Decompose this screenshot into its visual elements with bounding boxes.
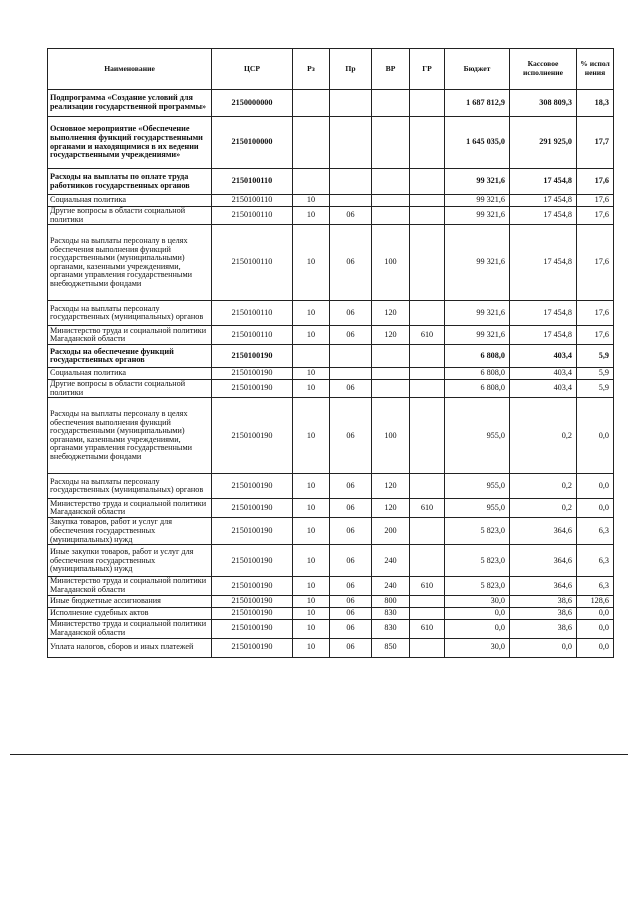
cell-rz: 10 (293, 607, 330, 619)
cell-vr: 120 (372, 499, 410, 518)
cell-pr: 06 (330, 545, 372, 577)
cell-csr: 2150100110 (212, 225, 293, 301)
cell-cash: 38,6 (510, 619, 577, 638)
cell-name: Исполнение судебных актов (48, 607, 212, 619)
cell-gr (410, 117, 445, 169)
cell-cash: 17 454,8 (510, 207, 577, 225)
cell-cash: 17 454,8 (510, 225, 577, 301)
cell-pr: 06 (330, 474, 372, 499)
cell-vr: 800 (372, 595, 410, 607)
table-row (48, 545, 614, 577)
table-row (48, 518, 614, 545)
table-row (48, 577, 614, 595)
cell-percent: 18,3 (577, 90, 614, 117)
cell-budget: 99 321,6 (445, 207, 510, 225)
cell-cash: 364,6 (510, 518, 577, 545)
cell-gr (410, 345, 445, 368)
cell-cash: 17 454,8 (510, 326, 577, 345)
cell-vr (372, 207, 410, 225)
cell-budget: 99 321,6 (445, 326, 510, 345)
cell-name: Иные бюджетные ассигнования (48, 595, 212, 607)
table-row (48, 225, 614, 301)
cell-pr: 06 (330, 207, 372, 225)
cell-pr: 06 (330, 577, 372, 595)
cell-percent: 17,6 (577, 207, 614, 225)
cell-name: Расходы на выплаты персоналу в целях обеспечения выполнения функций государственными (муниципальными) органами, казенными учреждениями, органами управления государственными внебюджетными фондами (48, 398, 212, 474)
cell-csr: 2150100110 (212, 169, 293, 195)
cell-vr: 100 (372, 225, 410, 301)
cell-percent: 6,3 (577, 518, 614, 545)
cell-rz: 10 (293, 638, 330, 657)
cell-percent: 0,0 (577, 638, 614, 657)
table-row (48, 368, 614, 380)
header-rz: Рз (293, 49, 330, 90)
header-csr: ЦСР (212, 49, 293, 90)
cell-csr: 2150100190 (212, 380, 293, 398)
table-row (48, 207, 614, 225)
cell-cash: 0,2 (510, 474, 577, 499)
cell-pr: 06 (330, 225, 372, 301)
cell-percent: 0,0 (577, 474, 614, 499)
cell-budget: 99 321,6 (445, 195, 510, 207)
cell-percent: 6,3 (577, 577, 614, 595)
cell-rz: 10 (293, 499, 330, 518)
table-body (48, 90, 614, 658)
table-row (48, 638, 614, 657)
cell-csr: 2150100110 (212, 301, 293, 326)
cell-pr (330, 368, 372, 380)
cell-budget: 5 823,0 (445, 577, 510, 595)
cell-pr: 06 (330, 301, 372, 326)
table-row (48, 499, 614, 518)
cell-cash: 38,6 (510, 595, 577, 607)
cell-rz: 10 (293, 474, 330, 499)
cell-budget: 5 823,0 (445, 545, 510, 577)
cell-pr: 06 (330, 607, 372, 619)
cell-csr: 2150100110 (212, 326, 293, 345)
table-row (48, 595, 614, 607)
cell-rz: 10 (293, 326, 330, 345)
cell-vr: 120 (372, 474, 410, 499)
cell-name: Расходы на выплаты по оплате труда работников государственных органов (48, 169, 212, 195)
cell-csr: 2150000000 (212, 90, 293, 117)
cell-gr (410, 301, 445, 326)
budget-table (47, 48, 614, 658)
cell-vr (372, 368, 410, 380)
cell-name: Подпрограмма «Создание условий для реализации государственной программы» (48, 90, 212, 117)
cell-gr (410, 474, 445, 499)
cell-rz: 10 (293, 301, 330, 326)
cell-budget: 1 645 035,0 (445, 117, 510, 169)
cell-gr: 610 (410, 619, 445, 638)
cell-vr (372, 195, 410, 207)
cell-rz: 10 (293, 577, 330, 595)
cell-vr: 200 (372, 518, 410, 545)
cell-rz: 10 (293, 545, 330, 577)
cell-rz: 10 (293, 518, 330, 545)
cell-pr (330, 90, 372, 117)
cell-gr (410, 169, 445, 195)
header-budget: Бюджет (445, 49, 510, 90)
cell-cash: 17 454,8 (510, 169, 577, 195)
table-row (48, 326, 614, 345)
cell-rz: 10 (293, 225, 330, 301)
cell-csr: 2150100190 (212, 398, 293, 474)
cell-vr (372, 345, 410, 368)
cell-cash: 403,4 (510, 380, 577, 398)
cell-pr: 06 (330, 398, 372, 474)
cell-gr (410, 368, 445, 380)
table-row (48, 607, 614, 619)
cell-pr: 06 (330, 619, 372, 638)
cell-vr: 120 (372, 301, 410, 326)
cell-budget: 99 321,6 (445, 301, 510, 326)
cell-name: Расходы на выплаты персоналу государственных (муниципальных) органов (48, 474, 212, 499)
table-row (48, 474, 614, 499)
cell-name: Уплата налогов, сборов и иных платежей (48, 638, 212, 657)
cell-name: Министерство труда и социальной политики Магаданской области (48, 499, 212, 518)
header-vr: ВР (372, 49, 410, 90)
cell-csr: 2150100000 (212, 117, 293, 169)
cell-budget: 30,0 (445, 638, 510, 657)
cell-rz (293, 117, 330, 169)
cell-budget: 99 321,6 (445, 169, 510, 195)
header-gr: ГР (410, 49, 445, 90)
cell-name: Министерство труда и социальной политики Магаданской области (48, 326, 212, 345)
cell-budget: 6 808,0 (445, 368, 510, 380)
cell-csr: 2150100190 (212, 638, 293, 657)
table-row (48, 90, 614, 117)
cell-vr: 830 (372, 607, 410, 619)
cell-cash: 403,4 (510, 345, 577, 368)
cell-rz: 10 (293, 398, 330, 474)
cell-percent: 5,9 (577, 368, 614, 380)
cell-percent: 17,6 (577, 169, 614, 195)
cell-name: Социальная политика (48, 195, 212, 207)
cell-vr: 100 (372, 398, 410, 474)
cell-csr: 2150100190 (212, 619, 293, 638)
cell-csr: 2150100190 (212, 368, 293, 380)
cell-vr: 120 (372, 326, 410, 345)
cell-percent: 0,0 (577, 398, 614, 474)
cell-vr: 240 (372, 577, 410, 595)
cell-gr (410, 380, 445, 398)
cell-pr: 06 (330, 499, 372, 518)
cell-percent: 17,6 (577, 301, 614, 326)
cell-name: Расходы на выплаты персоналу в целях обеспечения выполнения функций государственными (муниципальными) органами, казенными учреждениями, органами управления государственными внебюджетными фондами (48, 225, 212, 301)
cell-vr (372, 380, 410, 398)
cell-rz: 10 (293, 195, 330, 207)
cell-vr: 830 (372, 619, 410, 638)
cell-name: Министерство труда и социальной политики Магаданской области (48, 619, 212, 638)
table-header-row (48, 49, 614, 90)
cell-vr (372, 169, 410, 195)
cell-name: Расходы на выплаты персоналу государственных (муниципальных) органов (48, 301, 212, 326)
cell-rz: 10 (293, 368, 330, 380)
cell-csr: 2150100190 (212, 577, 293, 595)
cell-gr (410, 398, 445, 474)
cell-percent: 17,6 (577, 195, 614, 207)
cell-percent: 6,3 (577, 545, 614, 577)
cell-percent: 0,0 (577, 499, 614, 518)
cell-vr: 240 (372, 545, 410, 577)
cell-percent: 0,0 (577, 607, 614, 619)
cell-gr (410, 595, 445, 607)
cell-gr (410, 638, 445, 657)
cell-pr (330, 195, 372, 207)
table-row (48, 380, 614, 398)
cell-gr (410, 545, 445, 577)
cell-csr: 2150100190 (212, 345, 293, 368)
cell-percent: 17,6 (577, 326, 614, 345)
cell-cash: 0,2 (510, 499, 577, 518)
cell-gr (410, 90, 445, 117)
cell-pr (330, 117, 372, 169)
cell-csr: 2150100110 (212, 195, 293, 207)
cell-percent: 5,9 (577, 380, 614, 398)
cell-name: Другие вопросы в области социальной политики (48, 380, 212, 398)
cell-rz: 10 (293, 207, 330, 225)
cell-budget: 99 321,6 (445, 225, 510, 301)
cell-gr: 610 (410, 577, 445, 595)
cell-cash: 38,6 (510, 607, 577, 619)
cell-percent: 17,7 (577, 117, 614, 169)
table-row (48, 195, 614, 207)
cell-gr: 610 (410, 326, 445, 345)
cell-cash: 364,6 (510, 545, 577, 577)
cell-cash: 17 454,8 (510, 195, 577, 207)
cell-pr: 06 (330, 638, 372, 657)
cell-rz: 10 (293, 595, 330, 607)
cell-pr (330, 345, 372, 368)
cell-cash: 0,2 (510, 398, 577, 474)
cell-cash: 17 454,8 (510, 301, 577, 326)
cell-vr (372, 90, 410, 117)
cell-budget: 30,0 (445, 595, 510, 607)
cell-name: Закупка товаров, работ и услуг для обеспечения государственных (муниципальных) нужд (48, 518, 212, 545)
cell-gr (410, 518, 445, 545)
cell-cash: 0,0 (510, 638, 577, 657)
cell-csr: 2150100110 (212, 207, 293, 225)
cell-csr: 2150100190 (212, 518, 293, 545)
cell-name: Другие вопросы в области социальной политики (48, 207, 212, 225)
cell-pr: 06 (330, 595, 372, 607)
cell-budget: 6 808,0 (445, 380, 510, 398)
cell-csr: 2150100190 (212, 595, 293, 607)
footer-divider (10, 754, 628, 755)
cell-csr: 2150100190 (212, 474, 293, 499)
table-row (48, 117, 614, 169)
cell-budget: 5 823,0 (445, 518, 510, 545)
cell-rz (293, 169, 330, 195)
cell-rz: 10 (293, 619, 330, 638)
cell-vr: 850 (372, 638, 410, 657)
cell-gr (410, 195, 445, 207)
table-row (48, 398, 614, 474)
cell-gr: 610 (410, 499, 445, 518)
cell-pr (330, 169, 372, 195)
cell-cash: 364,6 (510, 577, 577, 595)
cell-pr: 06 (330, 326, 372, 345)
cell-percent: 5,9 (577, 345, 614, 368)
cell-cash: 308 809,3 (510, 90, 577, 117)
cell-gr (410, 207, 445, 225)
cell-name: Иные закупки товаров, работ и услуг для обеспечения государственных (муниципальных) нужд (48, 545, 212, 577)
table-row (48, 301, 614, 326)
table-row (48, 169, 614, 195)
cell-rz (293, 345, 330, 368)
header-name: Наименование (48, 49, 212, 90)
cell-csr: 2150100190 (212, 607, 293, 619)
header-percent: % испол нения (577, 49, 614, 90)
cell-percent: 17,6 (577, 225, 614, 301)
cell-name: Министерство труда и социальной политики Магаданской области (48, 577, 212, 595)
cell-budget: 1 687 812,9 (445, 90, 510, 117)
cell-gr (410, 607, 445, 619)
cell-rz (293, 90, 330, 117)
cell-gr (410, 225, 445, 301)
cell-name: Расходы на обеспечение функций государственных органов (48, 345, 212, 368)
header-pr: Пр (330, 49, 372, 90)
header-cash: Кассовое исполнение (510, 49, 577, 90)
cell-budget: 6 808,0 (445, 345, 510, 368)
cell-csr: 2150100190 (212, 545, 293, 577)
cell-name: Социальная политика (48, 368, 212, 380)
cell-pr: 06 (330, 518, 372, 545)
cell-percent: 0,0 (577, 619, 614, 638)
cell-name: Основное мероприятие «Обеспечение выполнения функций государственными органами и находящимися в их ведении государственными учреждениями» (48, 117, 212, 169)
cell-rz: 10 (293, 380, 330, 398)
cell-vr (372, 117, 410, 169)
cell-cash: 403,4 (510, 368, 577, 380)
cell-budget: 0,0 (445, 607, 510, 619)
table-row (48, 619, 614, 638)
cell-csr: 2150100190 (212, 499, 293, 518)
cell-budget: 955,0 (445, 398, 510, 474)
table-row (48, 345, 614, 368)
cell-budget: 955,0 (445, 474, 510, 499)
cell-pr: 06 (330, 380, 372, 398)
cell-cash: 291 925,0 (510, 117, 577, 169)
cell-percent: 128,6 (577, 595, 614, 607)
cell-budget: 0,0 (445, 619, 510, 638)
cell-budget: 955,0 (445, 499, 510, 518)
